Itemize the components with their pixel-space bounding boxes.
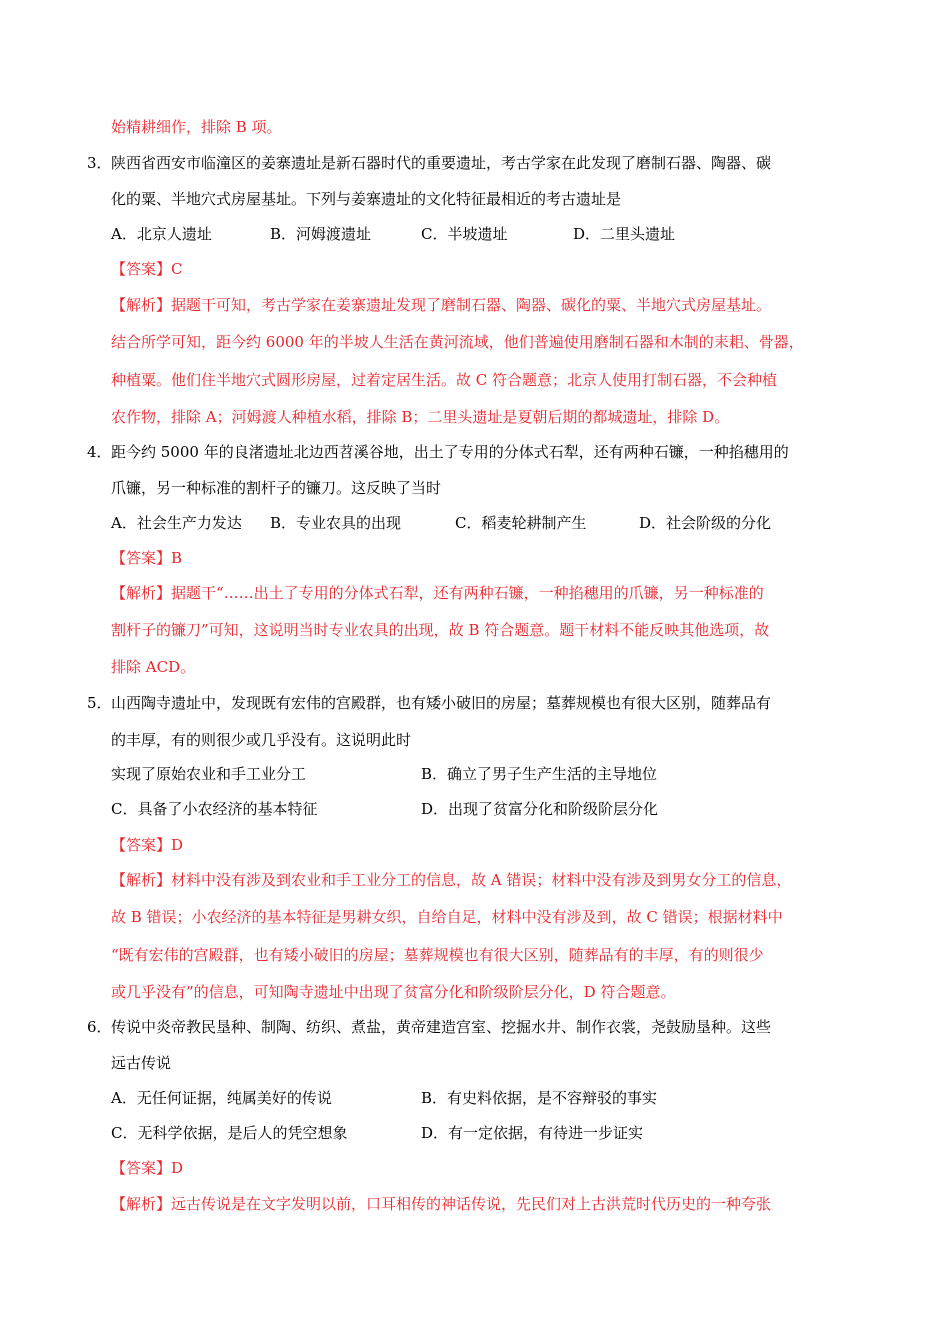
answer-value: B bbox=[171, 549, 183, 567]
question-number: 3． bbox=[87, 154, 112, 172]
analysis-text: 故 B 错误；小农经济的基本特征是男耕女织，自给自足，材料中没有涉及到，故 C 错误；根据材料中 bbox=[111, 908, 783, 926]
analysis-line bbox=[0, 982, 950, 1004]
question-number: 5． bbox=[87, 694, 112, 712]
analysis-label: 【解析】 bbox=[111, 296, 172, 314]
analysis-text: 结合所学可知，距今约 6000 年的半坡人生活在黄河流域，他们普遍使用磨制石器和木制的耒耜、骨器， bbox=[111, 333, 804, 351]
option-b: B．有史料依据，是不容辩驳的事实 bbox=[421, 1089, 658, 1107]
option-c: C．稻麦轮耕制产生 bbox=[455, 514, 587, 532]
analysis-text: 材料中没有涉及到农业和手工业分工的信息，故 A 错误；材料中没有涉及到男女分工的信息， bbox=[171, 871, 792, 889]
option-a: A．无任何证据，纯属美好的传说 bbox=[111, 1089, 332, 1107]
analysis-line bbox=[0, 370, 950, 392]
option-b: B．专业农具的出现 bbox=[270, 514, 402, 532]
question-stem bbox=[0, 442, 950, 464]
option-d: D．二里头遗址 bbox=[573, 225, 676, 243]
analysis-line bbox=[0, 1194, 950, 1216]
stem-line: 距今约 5000 年的良渚遗址北边西苕溪谷地，出土了专用的分体式石犁，还有两种石镰，一种掐穗用的 bbox=[111, 443, 789, 461]
analysis-line bbox=[0, 907, 950, 929]
question-stem bbox=[0, 1017, 950, 1039]
option-d: D．出现了贫富分化和阶级阶层分化 bbox=[421, 800, 659, 818]
answer-line bbox=[0, 548, 950, 570]
analysis-line bbox=[0, 332, 950, 354]
option-c: C．具备了小农经济的基本特征 bbox=[111, 800, 318, 818]
analysis-label: 【解析】 bbox=[111, 871, 172, 889]
analysis-label: 【解析】 bbox=[111, 1195, 172, 1213]
answer-label: 【答案】 bbox=[111, 260, 172, 278]
question-stem bbox=[0, 693, 950, 715]
option-a: A．社会生产力发达 bbox=[111, 514, 242, 532]
analysis-text: 远古传说是在文字发明以前，口耳相传的神话传说，先民们对上古洪荒时代历史的一种夸张 bbox=[171, 1195, 772, 1213]
stem-line: 传说中炎帝教民垦种、制陶、纺织、煮盐，黄帝建造宫室、挖掘水井、制作衣裳，尧鼓励垦种。这些 bbox=[111, 1018, 772, 1036]
analysis-line bbox=[0, 295, 950, 317]
option-a: A．北京人遗址 bbox=[111, 225, 212, 243]
analysis-text: 据题干可知，考古学家在姜寨遗址发现了磨制石器、陶器、碳化的粟、半地穴式房屋基址。 bbox=[171, 296, 772, 314]
analysis-label: 【解析】 bbox=[111, 584, 172, 602]
option-d: D．有一定依据，有待进一步证实 bbox=[421, 1124, 644, 1142]
options-row bbox=[0, 764, 950, 786]
analysis-line bbox=[0, 407, 950, 429]
stem-line: 山西陶寺遗址中，发现既有宏伟的宫殿群，也有矮小破旧的房屋；墓葬规模也有很大区别，随葬品有 bbox=[111, 694, 772, 712]
question-number: 4． bbox=[87, 443, 112, 461]
analysis-line bbox=[0, 945, 950, 967]
analysis-text: 农作物，排除 A；河姆渡人种植水稻，排除 B；二里头遗址是夏朝后期的都城遗址，排除 D。 bbox=[111, 408, 730, 426]
question-stem bbox=[0, 189, 950, 211]
analysis-text: 种植粟。他们住半地穴式圆形房屋，过着定居生活。故 C 符合题意；北京人使用打制石器，不会种植 bbox=[111, 371, 778, 389]
option-c: C．半坡遗址 bbox=[421, 225, 508, 243]
stem-line: 化的粟、半地穴式房屋基址。下列与姜寨遗址的文化特征最相近的考古遗址是 bbox=[111, 190, 622, 208]
analysis-text: 始精耕细作，排除 B 项。 bbox=[111, 118, 282, 136]
question-stem bbox=[0, 1053, 950, 1075]
options-row bbox=[0, 799, 950, 821]
options-row bbox=[0, 1088, 950, 1110]
analysis-line bbox=[0, 620, 950, 642]
stem-line: 陕西省西安市临潼区的姜寨遗址是新石器时代的重要遗址，考古学家在此发现了磨制石器、陶器、碳 bbox=[111, 154, 772, 172]
option-d: D．社会阶级的分化 bbox=[639, 514, 772, 532]
option-b: B．河姆渡遗址 bbox=[270, 225, 372, 243]
analysis-text: 割杆子的镰刀”可知，这说明当时专业农具的出现，故 B 符合题意。题干材料不能反映其他选项，故 bbox=[111, 621, 770, 639]
question-stem bbox=[0, 153, 950, 175]
stem-line: 爪镰，另一种标准的割杆子的镰刀。这反映了当时 bbox=[111, 479, 442, 497]
question-stem bbox=[0, 478, 950, 500]
options-row bbox=[0, 513, 950, 535]
analysis-line bbox=[0, 583, 950, 605]
options-row bbox=[0, 224, 950, 246]
answer-value: D bbox=[171, 836, 184, 854]
analysis-text: 排除 ACD。 bbox=[111, 658, 196, 676]
analysis-continuation bbox=[0, 117, 950, 139]
answer-value: D bbox=[171, 1159, 184, 1177]
answer-line bbox=[0, 259, 950, 281]
analysis-text: 或几乎没有”的信息，可知陶寺遗址中出现了贫富分化和阶级阶层分化，D 符合题意。 bbox=[111, 983, 676, 1001]
answer-line bbox=[0, 835, 950, 857]
answer-label: 【答案】 bbox=[111, 1159, 172, 1177]
answer-label: 【答案】 bbox=[111, 836, 172, 854]
answer-label: 【答案】 bbox=[111, 549, 172, 567]
option-c: C．无科学依据，是后人的凭空想象 bbox=[111, 1124, 348, 1142]
answer-value: C bbox=[171, 260, 183, 278]
analysis-text: “既有宏伟的宫殿群，也有矮小破旧的房屋；墓葬规模也有很大区别，随葬品有的丰厚，有的则很少 bbox=[111, 946, 764, 964]
answer-line bbox=[0, 1158, 950, 1180]
analysis-text: 据题干“……出土了专用的分体式石犁，还有两种石镰，一种掐穗用的爪镰，另一种标准的 bbox=[171, 584, 764, 602]
option-a: 实现了原始农业和手工业分工 bbox=[111, 765, 307, 783]
question-stem bbox=[0, 730, 950, 752]
stem-line: 的丰厚，有的则很少或几乎没有。这说明此时 bbox=[111, 731, 412, 749]
options-row bbox=[0, 1123, 950, 1145]
analysis-line bbox=[0, 870, 950, 892]
stem-line: 远古传说 bbox=[111, 1054, 172, 1072]
question-number: 6． bbox=[87, 1018, 112, 1036]
analysis-line bbox=[0, 657, 950, 679]
option-b: B．确立了男子生产生活的主导地位 bbox=[421, 765, 658, 783]
